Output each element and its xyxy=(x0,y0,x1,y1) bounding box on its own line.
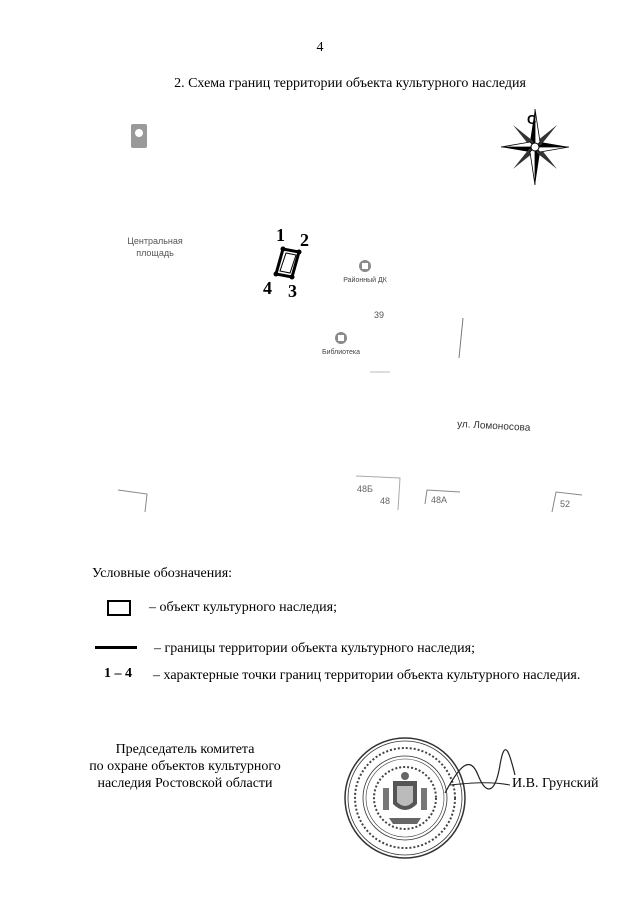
scheme-title: 2. Схема границ территории объекта культурного наследия xyxy=(174,76,526,91)
point-label-3: 3 xyxy=(288,281,297,301)
legend-points-symbol: 1 – 4 xyxy=(104,666,132,681)
point-label-2: 2 xyxy=(300,230,309,250)
coat-of-arms-icon xyxy=(383,772,427,824)
legend-object-symbol xyxy=(107,600,131,616)
boundary-point-3 xyxy=(290,275,295,280)
map-area xyxy=(0,100,640,540)
building-52-label: 52 xyxy=(560,499,571,509)
legend-boundary-symbol xyxy=(95,646,137,649)
central-square-label: Центральная xyxy=(127,236,183,246)
map-marker-icon xyxy=(131,124,147,148)
street-label: ул. Ломоносова xyxy=(456,419,531,434)
point-label-4: 4 xyxy=(263,278,272,298)
legend-object-text: – объект культурного наследия; xyxy=(149,600,337,615)
handwritten-signature xyxy=(440,745,520,805)
map-line xyxy=(459,318,463,358)
building-39-label: 39 xyxy=(374,310,385,320)
signatory-position-line2: по охране объектов культурного xyxy=(89,759,281,774)
legend-points-text: – характерные точки границ территории объекта культурного наследия. xyxy=(153,668,581,683)
legend-boundary-text: – границы территории объекта культурного наследия; xyxy=(154,641,475,656)
building-outline xyxy=(118,490,147,512)
signatory-name: И.В. Грунский xyxy=(512,776,599,791)
legend-title: Условные обозначения: xyxy=(92,566,233,581)
boundary-point-4 xyxy=(274,272,279,277)
compass-north-label: С xyxy=(527,112,537,127)
central-square-label-line2: площадь xyxy=(136,248,174,258)
signatory-position xyxy=(40,741,330,792)
district-dk-label: Районный ДК xyxy=(343,277,387,284)
signatory-position-line1: Председатель комитета xyxy=(115,742,255,757)
boundary-point-1 xyxy=(281,247,286,252)
point-label-1: 1 xyxy=(276,225,285,245)
boundary-point-2 xyxy=(297,250,302,255)
building-48a-label: 48А xyxy=(431,495,448,505)
page-number: 4 xyxy=(316,40,324,55)
building-48b-label: 48Б xyxy=(357,484,373,494)
library-icon xyxy=(335,332,347,344)
theater-icon xyxy=(359,260,371,272)
map-svg xyxy=(0,100,640,540)
library-label: Библиотека xyxy=(321,349,361,356)
signatory-position-line3: наследия Ростовской области xyxy=(97,776,273,791)
building-48-label: 48 xyxy=(380,496,391,506)
